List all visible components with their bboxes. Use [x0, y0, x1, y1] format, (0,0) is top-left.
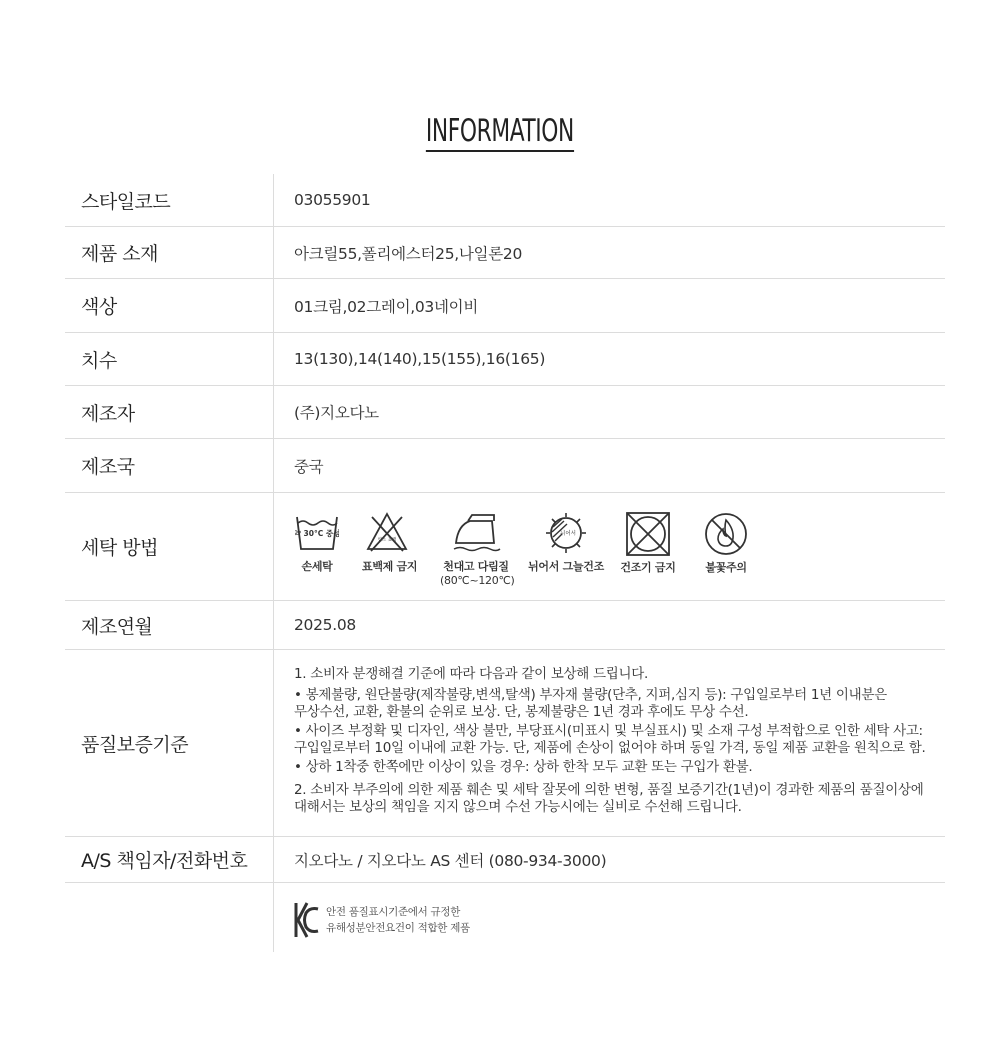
row-label: 세탁 방법	[81, 537, 158, 559]
row-size	[65, 333, 945, 386]
row-label: 품질보증기준	[81, 733, 189, 756]
row-label: A/S 책임자/전화번호	[81, 850, 248, 872]
row-label: 색상	[81, 296, 117, 318]
wash-item	[440, 511, 515, 588]
page-title: INFORMATION	[426, 112, 574, 152]
wash-caption: 손세탁	[301, 560, 333, 573]
kc-line: 유해성분안전요건이 적합한 제품	[326, 922, 470, 934]
wash-caption: 뉘어서 그늘건조	[528, 560, 604, 573]
row-material	[65, 227, 945, 279]
page-title-wrap	[0, 112, 1000, 152]
quality-line: • 봉제불량, 원단불량(제작불량,변색,탈색) 부자재 불량(단추, 지퍼,심지 등): 구입일로부터 1년 이내분은	[294, 687, 887, 703]
kc-certification	[294, 901, 470, 939]
row-value: 03055901	[294, 191, 371, 209]
row-value: 중국	[294, 457, 324, 476]
wash-caption: 불꽃주의	[705, 561, 747, 574]
wash-item	[526, 511, 606, 574]
row-style-code	[65, 174, 945, 227]
wash-caption: 천대고 다림질	[443, 560, 509, 573]
no-bleach-icon	[365, 511, 409, 553]
row-label: 제조자	[81, 402, 135, 425]
row-value: 지오다노 / 지오다노 AS 센터 (080-934-3000)	[294, 851, 607, 870]
row-value: 2025.08	[294, 616, 356, 634]
row-value: (주)지오다노	[294, 404, 379, 422]
fire-caution-icon	[703, 511, 749, 557]
row-value: 01크림,02그레이,03네이비	[294, 297, 479, 316]
quality-line: 구입일로부터 10일 이내에 교환 가능. 단, 제품에 손상이 없어야 하며 동일 가격, 동일 제품 교환을 원칙으로 함.	[294, 740, 926, 756]
row-color	[65, 279, 945, 333]
row-label: 제품 소재	[81, 243, 158, 265]
quality-line: 무상수선, 교환, 환불의 순위로 보상. 단, 봉제불량은 1년 경과 후에도 무상 수선.	[294, 704, 749, 720]
quality-line: • 상하 1착중 한쪽에만 이상이 있을 경우: 상하 한착 모두 교환 또는 구입가 환불.	[294, 759, 753, 775]
row-label: 제조연월	[81, 615, 153, 638]
shade-dry-inner-text: 뉘어서	[560, 531, 576, 537]
row-country	[65, 439, 945, 493]
row-wash	[65, 493, 945, 601]
quality-line: 1. 소비자 분쟁해결 기준에 따라 다음과 같이 보상해 드립니다.	[294, 666, 648, 682]
kc-mark-icon	[294, 901, 320, 939]
iron-icon	[448, 511, 504, 553]
quality-line: 대해서는 보상의 책임을 지지 않으며 수선 가능시에는 실비로 수선해 드립니다.	[294, 799, 742, 815]
wash-item	[294, 511, 340, 574]
no-tumble-dry-icon	[625, 511, 671, 557]
quality-line: • 사이즈 부정확 및 디자인, 색상 불만, 부당표시(미표시 및 부실표시) 및 소재 구성 부적합으로 인한 세탁 사고:	[294, 723, 923, 739]
row-kc	[65, 883, 945, 952]
wash-item	[696, 511, 756, 575]
hand-wash-icon	[295, 511, 339, 553]
shade-dry-icon	[542, 511, 590, 553]
wash-caption: 건조기 금지	[620, 561, 676, 574]
wash-caption-sub: (80℃~120℃)	[440, 574, 515, 587]
row-label: 치수	[81, 349, 117, 372]
row-label: 제조국	[81, 456, 135, 478]
hand-wash-inner-text: 약 30°C 중성	[295, 529, 339, 538]
quality-line: 2. 소비자 부주의에 의한 제품 훼손 및 세탁 잘못에 의한 변형, 품질 보증기간(1년)이 경과한 제품의 품질이상에	[294, 782, 924, 798]
row-as	[65, 837, 945, 883]
row-maker	[65, 386, 945, 439]
wash-item	[362, 511, 418, 574]
wash-caption: 표백제 금지	[362, 560, 418, 573]
row-date	[65, 601, 945, 650]
kc-line: 안전 품질표시기준에서 규정한	[326, 906, 461, 918]
no-bleach-inner-text: 염소 표백	[377, 538, 397, 543]
row-value: 13(130),14(140),15(155),16(165)	[294, 350, 546, 368]
row-value: 아크릴55,폴리에스터25,나일론20	[294, 244, 523, 263]
row-label: 스타일코드	[81, 190, 171, 213]
wash-item	[616, 511, 680, 575]
row-quality	[65, 650, 945, 837]
quality-text	[294, 666, 926, 816]
